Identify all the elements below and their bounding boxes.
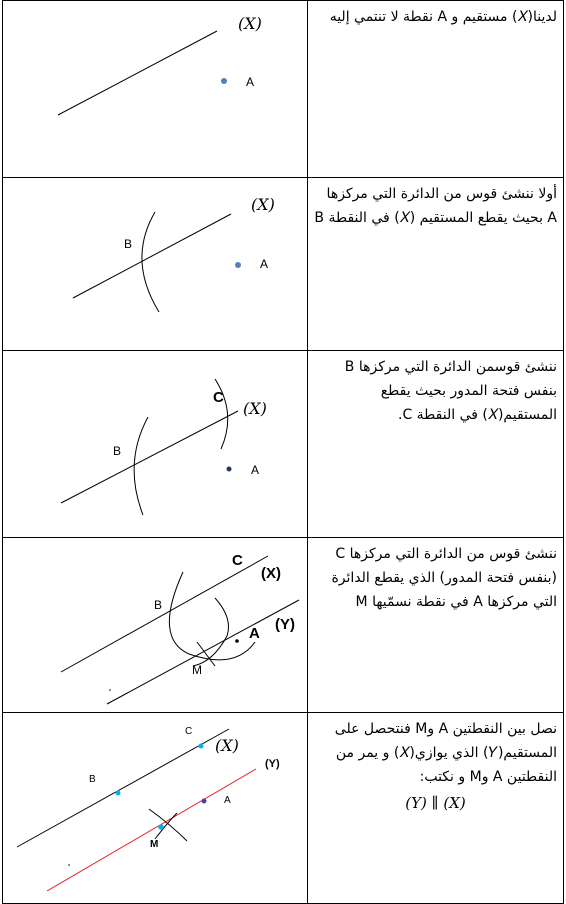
- line-x: [58, 31, 217, 115]
- label-a: A: [246, 75, 255, 89]
- label-m: M: [192, 663, 202, 677]
- construction-table: [2, 0, 564, 904]
- step-row-2: [3, 178, 564, 351]
- label-c: C: [213, 389, 224, 406]
- line-y-parallel: [47, 769, 256, 891]
- step-2-text: [308, 178, 564, 351]
- label-x-line: (𝑋): [215, 736, 239, 755]
- label-m: M: [150, 839, 159, 850]
- step-row-1: [3, 1, 564, 178]
- step-4-text: [308, 538, 564, 713]
- step-5-figure: [3, 713, 308, 904]
- label-x-line: (𝑋): [251, 195, 275, 214]
- step-1-description: لدينا(𝑋) مستقيم و A نقطة لا تنتمي إليه: [329, 9, 557, 25]
- arc-center-c: [193, 598, 229, 666]
- step-3-description: ننشئ قوسمن الدائرة التي مركزها B بنفس فتحة المدور بحيث يقطع المستقيم(𝑋) في النقطة C.: [344, 359, 557, 423]
- point-b: [116, 791, 121, 796]
- label-y-line: (Y): [275, 616, 295, 633]
- point-m: [158, 824, 164, 830]
- step-row-5: [3, 713, 564, 904]
- step-2-diagram: [3, 178, 307, 350]
- step-2-figure: [3, 178, 308, 351]
- label-a: A: [251, 463, 260, 477]
- label-x-line: (X): [261, 565, 281, 582]
- label-x-line: (𝑋): [243, 399, 267, 418]
- label-y-line: (Y): [265, 758, 280, 770]
- label-a: A: [224, 795, 231, 806]
- step-2-description: أولا ننشئ قوس من الدائرة التي مركزها A بحيث يقطع المستقيم (𝑋) في النقطة B: [314, 186, 557, 226]
- parallel-formula: (𝑋) ∥ (𝑌): [405, 794, 466, 812]
- step-3-text: [308, 351, 564, 538]
- label-c: C: [185, 726, 193, 737]
- line-x: [61, 556, 268, 672]
- line-y: [107, 600, 299, 704]
- arc-center-a: [134, 417, 148, 515]
- step-5-description: نصل بين النقطتين A وM فنتحصل على المستقيم(𝑌) الذي يوازي(𝑋) و يمر من النقطتين A وM و نكتب:: [334, 721, 557, 785]
- step-3-diagram: [3, 351, 307, 537]
- label-c: C: [232, 552, 243, 569]
- step-5-text: [308, 713, 564, 904]
- parallel-formula-row: [314, 791, 557, 816]
- line-x: [73, 214, 231, 298]
- line-x: [61, 411, 238, 503]
- step-3-figure: [3, 351, 308, 538]
- label-b: B: [89, 774, 96, 785]
- line-x: [17, 729, 229, 847]
- arc-center-c: [149, 809, 187, 841]
- step-4-diagram: [3, 538, 307, 712]
- step-4-figure: [3, 538, 308, 713]
- step-5-diagram: [3, 713, 307, 903]
- label-b: B: [154, 598, 163, 612]
- label-a: A: [249, 625, 260, 642]
- step-4-description: ننشئ قوس من الدائرة التي مركزها C (بنفس فتحة المدور) الذي يقطع الدائرة التي مركزها A في نقطة نسمّيها M: [331, 546, 557, 610]
- step-1-text: [308, 1, 564, 178]
- label-b: B: [124, 237, 133, 251]
- label-b: B: [113, 444, 122, 458]
- point-a: [227, 467, 232, 472]
- point-a: [202, 799, 207, 804]
- point-a: [221, 78, 227, 84]
- step-row-3: [3, 351, 564, 538]
- point-a: [235, 262, 241, 268]
- point-c: [199, 744, 204, 749]
- arc-center-a: [142, 212, 159, 312]
- point-a: [235, 639, 239, 643]
- label-x-line: (𝑋): [238, 14, 262, 33]
- stray-dot: [109, 689, 111, 691]
- step-row-4: [3, 538, 564, 713]
- stray-dot: [68, 864, 70, 866]
- label-a: A: [260, 257, 269, 271]
- step-1-diagram: [3, 1, 307, 177]
- step-1-figure: [3, 1, 308, 178]
